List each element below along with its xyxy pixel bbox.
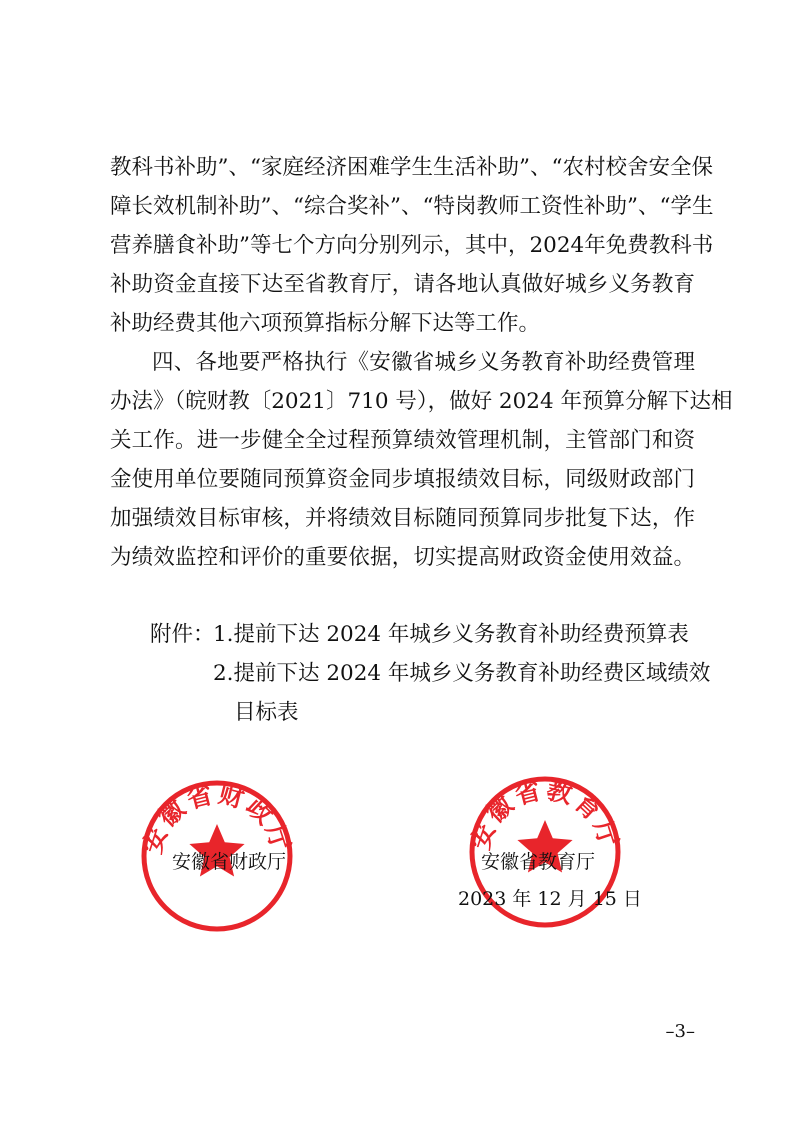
attachment-item-2-continued: 目标表 bbox=[234, 700, 299, 725]
text-line: 营养膳食补助”等七个方向分别列示，其中，2024年免费教科书 bbox=[110, 233, 714, 258]
text-line: 教科书补助”、“家庭经济困难学生生活补助”、“农村校舍安全保 bbox=[110, 155, 713, 180]
svg-text:安徽省教育厅: 安徽省教育厅 bbox=[467, 775, 623, 853]
signature-date: 2023 年 12 月 15 日 bbox=[458, 888, 642, 910]
page-number: –3– bbox=[665, 1021, 695, 1042]
text-line: 关工作。进一步健全全过程预算绩效管理机制，主管部门和资 bbox=[110, 428, 695, 453]
text-line: 补助资金直接下达至省教育厅，请各地认真做好城乡义务教育 bbox=[110, 272, 695, 297]
text-line: 办法》（皖财教〔2021〕710 号），做好 2024 年预算分解下达相 bbox=[110, 389, 733, 414]
text-line: 为绩效监控和评价的重要依据，切实提高财政资金使用效益。 bbox=[110, 545, 695, 570]
attachment-item-2: 2.提前下达 2024 年城乡义务教育补助经费区域绩效 bbox=[213, 661, 711, 686]
text-line: 金使用单位要随同预算资金同步填报绩效目标，同级财政部门 bbox=[110, 467, 695, 492]
text-line: 四、各地要严格执行《安徽省城乡义务教育补助经费管理 bbox=[152, 350, 695, 375]
finance-dept-signature: 安徽省财政厅 bbox=[172, 851, 287, 873]
attachment-item-1: 1.提前下达 2024 年城乡义务教育补助经费预算表 bbox=[213, 622, 689, 647]
text-line: 障长效机制补助”、“综合奖补”、“特岗教师工资性补助”、“学生 bbox=[110, 194, 714, 219]
svg-text:安徽省财政厅: 安徽省财政厅 bbox=[139, 779, 295, 857]
attachments-label: 附件： bbox=[150, 622, 215, 647]
text-line: 加强绩效目标审核，并将绩效目标随同预算同步批复下达，作 bbox=[110, 506, 695, 531]
text-line: 补助经费其他六项预算指标分解下达等工作。 bbox=[110, 311, 541, 336]
education-dept-signature: 安徽省教育厅 bbox=[481, 851, 596, 873]
